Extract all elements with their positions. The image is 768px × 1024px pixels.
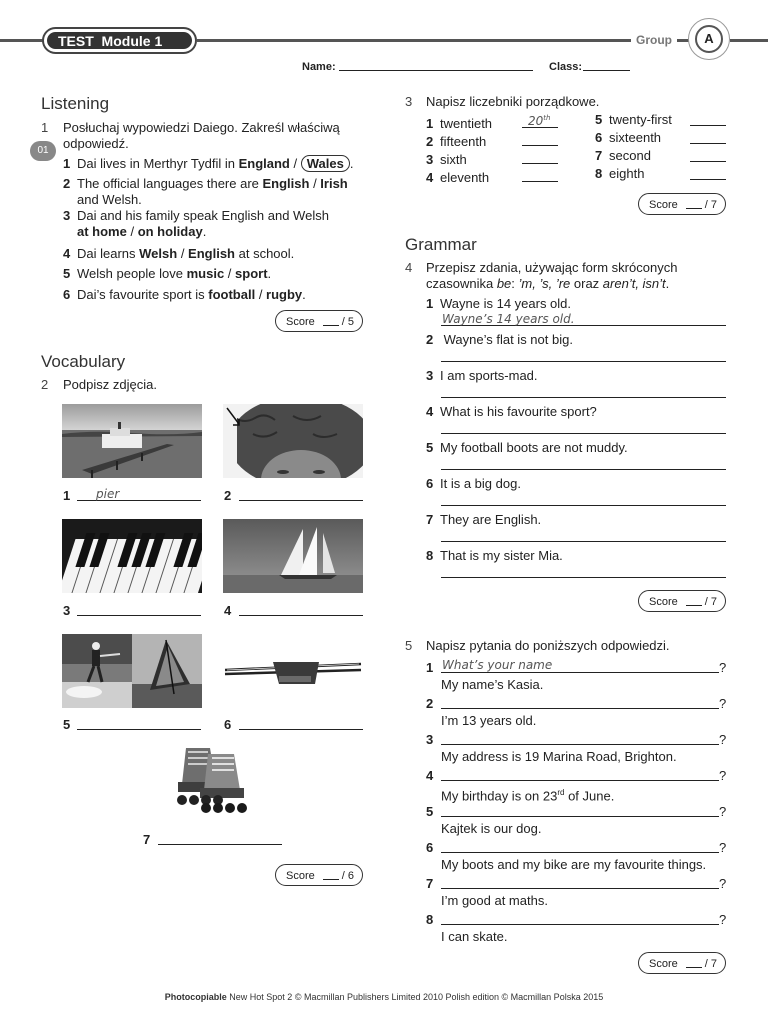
photo-hair <box>223 404 363 478</box>
item-number: 1 <box>63 156 71 171</box>
given-answer: My name’s Kasia. <box>441 677 544 692</box>
question-line[interactable] <box>441 838 719 853</box>
ordinal-row <box>426 170 489 186</box>
question-line[interactable] <box>441 874 719 889</box>
option-a[interactable]: Welsh <box>139 246 178 261</box>
given-answer: I’m good at maths. <box>441 893 548 908</box>
test-title: TEST Module 1 <box>58 33 163 49</box>
answer-line[interactable] <box>441 526 726 542</box>
questions-score-box <box>638 952 726 974</box>
header-rule-left <box>0 39 44 42</box>
score-label: Score <box>649 596 678 608</box>
listening-item <box>63 266 363 282</box>
item-number: 3 <box>426 368 434 383</box>
item-text: Welsh people love <box>77 266 187 281</box>
score-max: / 7 <box>704 958 717 970</box>
score-label: Score <box>649 958 678 970</box>
option-a[interactable]: England <box>238 156 290 171</box>
given-answer: My boots and my bike are my favourite things. <box>441 857 707 872</box>
item-sentence: It is a big dog. <box>440 476 521 491</box>
ordinal-number: 4 <box>426 170 434 185</box>
question-mark: ? <box>719 804 727 819</box>
option-a[interactable]: music <box>186 266 225 281</box>
listening-item <box>63 176 363 208</box>
ordinal-row <box>595 112 672 128</box>
instruction-text: Przepisz zdania, używając form skróconych czasownika <box>426 260 678 291</box>
question-number: 1 <box>426 660 434 675</box>
score-max: / 7 <box>704 199 717 211</box>
footer-photocopiable: Photocopiable <box>164 992 227 1002</box>
ordinal-answer: 20 <box>528 114 544 128</box>
answer-line[interactable] <box>441 346 726 362</box>
vocab-label-3: 3 <box>63 603 71 618</box>
ordinal-answer-line[interactable] <box>690 112 726 126</box>
instruction-forms: ’m, ’s, ’re <box>518 276 571 291</box>
ordinal-number: 2 <box>426 134 434 149</box>
given-answer: I’m 13 years old. <box>441 713 537 728</box>
group-rule-tail <box>730 39 768 42</box>
option-separator: / <box>255 287 267 302</box>
item-number: 4 <box>63 246 71 261</box>
ordinal-number: 6 <box>595 130 603 145</box>
item-number: 6 <box>63 287 71 302</box>
grammar-score-box <box>638 590 726 612</box>
option-separator: / <box>224 266 236 281</box>
score-label: Score <box>649 199 678 211</box>
instruction-colon: : <box>511 276 519 291</box>
score-blank[interactable] <box>686 593 702 606</box>
ordinals-score-box <box>638 193 726 215</box>
answer-text-end: of June. <box>564 788 615 804</box>
given-answer: My address is 19 Marina Road, Brighton. <box>441 749 677 764</box>
question-line[interactable] <box>441 730 719 745</box>
item-number: 5 <box>63 266 71 281</box>
item-number: 2 <box>63 176 71 191</box>
ordinal-word: eighth <box>609 166 645 181</box>
ordinals-number: 3 <box>405 94 413 109</box>
ordinal-row <box>595 166 644 182</box>
item-text: Dai and his family speak English and Welsh <box>77 208 329 223</box>
ordinal-row <box>426 152 467 168</box>
instruction-oraz: oraz <box>570 276 603 291</box>
question-line[interactable] <box>441 766 719 781</box>
ordinal-answer-line[interactable] <box>690 166 726 180</box>
footer <box>0 992 768 1002</box>
item-sentence: That is my sister Mia. <box>440 548 563 563</box>
score-max: / 6 <box>341 870 354 882</box>
vocab-label-6: 6 <box>224 717 232 732</box>
option-b[interactable]: Irish <box>320 176 348 191</box>
option-b[interactable]: on holiday <box>137 224 203 239</box>
ordinal-word: fifteenth <box>440 134 487 149</box>
vocab-label-4: 4 <box>224 603 232 618</box>
option-b[interactable]: English <box>188 246 235 261</box>
option-b-text: Wales <box>306 156 344 171</box>
listening-score-box <box>275 310 363 332</box>
question-mark: ? <box>719 660 727 675</box>
questions-number: 5 <box>405 638 413 653</box>
option-separator: / <box>289 156 301 171</box>
item-number: 4 <box>426 404 434 419</box>
vocab-answer-line-7[interactable] <box>158 830 282 845</box>
score-blank[interactable] <box>323 867 339 880</box>
option-separator: / <box>126 224 138 239</box>
ordinal-row <box>595 148 651 164</box>
given-answer: I can skate. <box>441 929 508 944</box>
ordinals-instruction: Napisz liczebniki porządkowe. <box>426 94 600 109</box>
listening-item <box>63 208 363 240</box>
question-mark: ? <box>719 876 727 891</box>
ordinal-row <box>426 134 486 150</box>
option-a[interactable]: football <box>208 287 256 302</box>
item-text: The official languages there are <box>77 176 263 191</box>
score-label: Score <box>286 316 315 328</box>
item-number: 6 <box>426 476 434 491</box>
header-rule-right <box>197 39 631 42</box>
score-label: Score <box>286 870 315 882</box>
question-number: 3 <box>426 732 434 747</box>
question-mark: ? <box>719 732 727 747</box>
option-b[interactable]: rugby <box>266 287 303 302</box>
item-number: 7 <box>426 512 434 527</box>
question-line[interactable] <box>441 910 719 925</box>
listening-instruction: Posłuchaj wypowiedzi Daiego. Zakreśl właściwą odpowiedź. <box>63 120 340 151</box>
score-blank[interactable] <box>323 313 339 326</box>
ordinal-number: 1 <box>426 116 434 131</box>
cd-track-number: 01 <box>37 145 49 156</box>
item-continuation: and Welsh. <box>77 192 142 207</box>
question-handwriting: What’s your name <box>442 658 553 672</box>
ordinal-answer-line[interactable] <box>690 148 726 162</box>
vocabulary-score-box <box>275 864 363 886</box>
vocab-label-2: 2 <box>224 488 232 503</box>
vocabulary-heading: Vocabulary <box>41 352 126 371</box>
instruction-end: . <box>665 276 670 291</box>
grammar-instruction <box>426 260 726 292</box>
score-max: / 5 <box>341 316 354 328</box>
questions-instruction: Napisz pytania do poniższych odpowiedzi. <box>426 638 670 653</box>
item-text: Dai lives in Merthyr Tydfil in <box>77 156 239 171</box>
option-separator: / <box>309 176 321 191</box>
question-number: 2 <box>426 696 434 711</box>
answer-line[interactable] <box>441 490 726 506</box>
grammar-heading: Grammar <box>405 235 477 254</box>
group-badge <box>688 18 730 60</box>
item-end: . <box>349 156 354 171</box>
question-number: 8 <box>426 912 434 927</box>
ordinal-answer-line[interactable] <box>690 130 726 144</box>
question-mark: ? <box>719 912 727 927</box>
ordinal-number: 3 <box>426 152 434 167</box>
cd-track-icon[interactable] <box>30 141 56 161</box>
item-number: 2 <box>426 332 434 347</box>
item-end: . <box>267 266 272 281</box>
question-line[interactable] <box>441 658 719 673</box>
name-label: Name: <box>302 61 336 73</box>
option-a[interactable]: English <box>262 176 310 191</box>
ordinal-answer-line[interactable] <box>522 150 558 164</box>
question-number: 4 <box>426 768 434 783</box>
item-sentence: I am sports-mad. <box>440 368 538 383</box>
item-number: 1 <box>426 296 434 311</box>
question-line[interactable] <box>441 694 719 709</box>
question-number: 7 <box>426 876 434 891</box>
ordinal-answer-line[interactable] <box>522 132 558 146</box>
answer-line[interactable] <box>441 562 726 578</box>
question-mark: ? <box>719 768 727 783</box>
item-end: . <box>202 224 207 239</box>
class-field[interactable] <box>583 58 630 71</box>
ordinal-word: eleventh <box>440 170 490 185</box>
question-mark: ? <box>719 840 727 855</box>
score-blank[interactable] <box>686 955 702 968</box>
listening-number: 1 <box>41 120 49 135</box>
vocab-answer-line-2[interactable] <box>239 486 363 501</box>
item-sentence: They are English. <box>440 512 542 527</box>
vocab-answer-line-1[interactable] <box>77 486 201 501</box>
option-b[interactable]: sport <box>235 266 268 281</box>
photo-sailboat <box>223 519 363 593</box>
question-line[interactable] <box>441 802 719 817</box>
option-b-circled[interactable] <box>301 155 350 172</box>
ordinal-word: twenty-first <box>609 112 672 127</box>
test-title-pill <box>42 27 197 54</box>
ordinal-number: 5 <box>595 112 603 127</box>
answer-line[interactable] <box>441 454 726 470</box>
instruction-be: be <box>496 276 512 291</box>
ordinal-row <box>595 130 661 146</box>
listening-item <box>63 246 363 262</box>
answer-line[interactable] <box>441 418 726 434</box>
ordinal-word: sixth <box>440 152 467 167</box>
name-field[interactable] <box>339 58 533 71</box>
vocab-answer-line-4[interactable] <box>239 601 363 616</box>
ordinal-number: 7 <box>595 148 603 163</box>
answer-handwriting: Wayne’s 14 years old. <box>442 312 575 326</box>
ordinal-word: sixteenth <box>609 130 662 145</box>
item-end: . <box>302 287 306 302</box>
vocab-answer-1: pier <box>96 487 120 501</box>
listening-item <box>63 287 363 303</box>
item-number: 5 <box>426 440 434 455</box>
vocabulary-instruction: Podpisz zdjęcia. <box>63 377 157 392</box>
score-max: / 7 <box>704 596 717 608</box>
question-number: 5 <box>426 804 434 819</box>
vocab-label-5: 5 <box>63 717 71 732</box>
ordinal-answer-suffix: th <box>543 114 551 122</box>
ordinal-answer-line[interactable] <box>522 168 558 182</box>
instruction-negatives: aren’t, isn’t <box>602 276 666 291</box>
footer-copyright: New Hot Spot 2 © Macmillan Publishers Limited 2010 Polish edition © Macmillan Polska 2015 <box>226 992 604 1002</box>
item-number: 8 <box>426 548 434 563</box>
photo-chopsticks <box>223 654 363 694</box>
option-separator: / <box>177 246 189 261</box>
vocab-label-7: 7 <box>143 832 151 847</box>
photo-watersports <box>62 634 202 708</box>
given-answer: Kajtek is our dog. <box>441 821 542 836</box>
item-sentence: Wayne’s flat is not big. <box>440 332 573 347</box>
grammar-number: 4 <box>405 260 413 275</box>
ordinal-word: twentieth <box>440 116 493 131</box>
ordinal-number: 8 <box>595 166 603 181</box>
vocab-answer-line-5[interactable] <box>77 715 201 730</box>
item-number: 3 <box>63 208 71 223</box>
item-sentence: What is his favourite sport? <box>440 404 597 419</box>
question-number: 6 <box>426 840 434 855</box>
vocab-answer-line-6[interactable] <box>239 715 363 730</box>
ordinal-word: second <box>609 148 651 163</box>
ordinal-answer-line[interactable] <box>522 114 558 128</box>
group-label: Group <box>636 33 672 47</box>
answer-text: My birthday is on 23 <box>441 788 558 804</box>
answer-superscript: rd <box>557 788 565 797</box>
item-sentence: My football boots are not muddy. <box>440 440 628 455</box>
option-a[interactable]: at home <box>77 224 127 239</box>
listening-item <box>63 156 363 172</box>
class-label: Class: <box>549 61 583 73</box>
item-end: at school. <box>235 246 295 261</box>
group-value: A <box>704 31 714 46</box>
vocab-answer-line-3[interactable] <box>77 601 201 616</box>
listening-heading: Listening <box>41 94 110 113</box>
vocab-label-1: 1 <box>63 488 71 503</box>
answer-line[interactable] <box>441 310 726 326</box>
score-blank[interactable] <box>686 196 702 209</box>
answer-line[interactable] <box>441 382 726 398</box>
item-text: Dai learns <box>77 246 140 261</box>
item-text: Dai’s favourite sport is <box>77 287 209 302</box>
item-sentence: Wayne is 14 years old. <box>440 296 572 311</box>
photo-pier <box>62 404 202 478</box>
photo-keyboard <box>62 519 202 593</box>
question-mark: ? <box>719 696 727 711</box>
vocabulary-number: 2 <box>41 377 49 392</box>
photo-rollerblades <box>166 740 258 824</box>
